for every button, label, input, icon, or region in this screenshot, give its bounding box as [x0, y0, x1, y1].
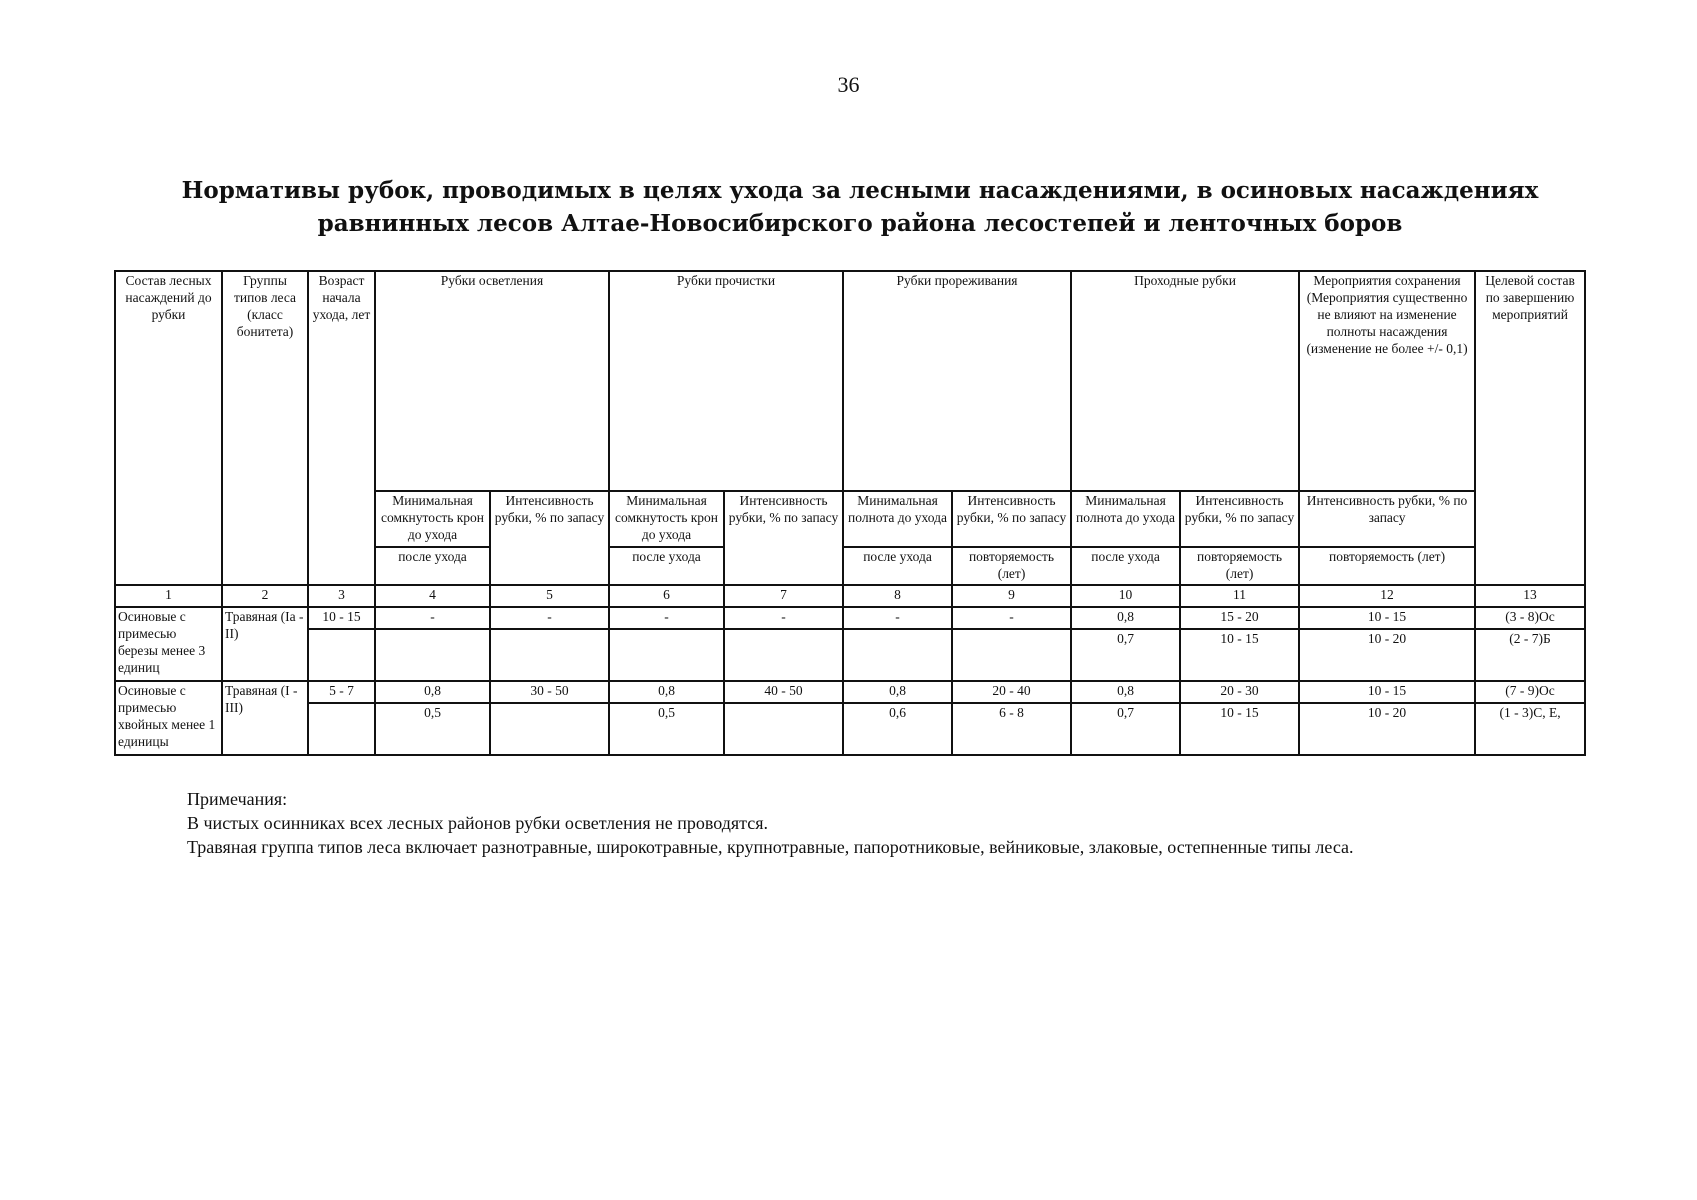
header-min-density: Минимальная полнота до ухода [1071, 491, 1180, 547]
column-number: 7 [724, 585, 843, 607]
value-cell: - [843, 607, 952, 629]
header-passing: Проходные рубки [1071, 271, 1299, 491]
value-cell: 10 - 15 [1180, 629, 1299, 681]
value-cell: 10 - 15 [1299, 681, 1475, 703]
header-start-age: Возраст начала ухода, лет [308, 271, 375, 585]
column-number: 6 [609, 585, 724, 607]
value-cell: 0,7 [1071, 629, 1180, 681]
value-cell: 10 - 20 [1299, 629, 1475, 681]
column-number: 12 [1299, 585, 1475, 607]
header-intensity: Интенсивность рубки, % по запасу [724, 491, 843, 585]
table-row [115, 607, 1585, 629]
header-intensity: Интенсивность рубки, % по запасу [952, 491, 1071, 547]
header-clearing: Рубки осветления [375, 271, 609, 491]
header-thinning: Рубки прореживания [843, 271, 1071, 491]
target-cell: (1 - 3)С, Е, [1475, 703, 1585, 755]
header-after-care: после ухода [375, 547, 490, 585]
table-row [115, 629, 1585, 681]
value-cell: 10 - 20 [1299, 703, 1475, 755]
value-cell: 10 - 15 [1180, 703, 1299, 755]
value-cell: - [490, 607, 609, 629]
value-cell: 0,7 [1071, 703, 1180, 755]
column-number: 10 [1071, 585, 1180, 607]
column-number: 4 [375, 585, 490, 607]
header-recurrence: повторяемость (лет) [1180, 547, 1299, 585]
value-cell: - [609, 607, 724, 629]
column-number: 8 [843, 585, 952, 607]
target-cell: (2 - 7)Б [1475, 629, 1585, 681]
column-number: 5 [490, 585, 609, 607]
age-cell [308, 703, 375, 755]
value-cell: 0,6 [843, 703, 952, 755]
header-composition: Состав лесных насаждений до рубки [115, 271, 222, 585]
header-row-groups [115, 271, 1585, 491]
column-number: 13 [1475, 585, 1585, 607]
value-cell: 0,5 [375, 703, 490, 755]
value-cell: 0,8 [1071, 607, 1180, 629]
column-number: 9 [952, 585, 1071, 607]
notes-block [187, 787, 1587, 859]
value-cell: 0,5 [609, 703, 724, 755]
column-numbers-row [115, 585, 1585, 607]
value-cell [375, 629, 490, 681]
header-min-density: Минимальная полнота до ухода [843, 491, 952, 547]
header-after-care: после ухода [843, 547, 952, 585]
note-line: В чистых осинниках всех лесных районов рубки осветления не проводятся. [187, 813, 769, 833]
header-cleaning: Рубки прочистки [609, 271, 843, 491]
value-cell [952, 629, 1071, 681]
value-cell: 0,8 [1071, 681, 1180, 703]
header-target: Целевой состав по завершению мероприятий [1475, 271, 1585, 585]
value-cell: - [952, 607, 1071, 629]
value-cell [490, 629, 609, 681]
header-after-care: после ухода [1071, 547, 1180, 585]
header-after-care: после ухода [609, 547, 724, 585]
title-line-1: Нормативы рубок, проводимых в целях ухода за лесными насаждениями, в осиновых насаждениях [181, 177, 1539, 204]
value-cell [609, 629, 724, 681]
header-intensity: Интенсивность рубки, % по запасу [1180, 491, 1299, 547]
table-row [115, 681, 1585, 703]
value-cell: 20 - 40 [952, 681, 1071, 703]
value-cell [843, 629, 952, 681]
value-cell: 6 - 8 [952, 703, 1071, 755]
forest-type-cell: Травяная (Ia - II) [222, 607, 308, 681]
header-intensity: Интенсивность рубки, % по запасу [490, 491, 609, 585]
column-number: 3 [308, 585, 375, 607]
value-cell: 0,8 [609, 681, 724, 703]
value-cell [724, 629, 843, 681]
value-cell: 0,8 [375, 681, 490, 703]
age-cell [308, 629, 375, 681]
header-intensity-wide: Интенсивность рубки, % по запасу [1299, 491, 1475, 547]
value-cell: - [724, 607, 843, 629]
value-cell: 40 - 50 [724, 681, 843, 703]
value-cell [490, 703, 609, 755]
title-line-2: равнинных лесов Алтае-Новосибирского района лесостепей и ленточных боров [317, 210, 1403, 237]
value-cell: - [375, 607, 490, 629]
value-cell: 15 - 20 [1180, 607, 1299, 629]
page-number: 36 [837, 72, 860, 97]
table-row [115, 703, 1585, 755]
document-title [160, 174, 1560, 240]
note-line: Травяная группа типов леса включает разнотравные, широкотравные, крупнотравные, папоротниковые, вейниковые, злаковые, остепненные типы леса. [187, 837, 1354, 857]
notes-heading: Примечания: [187, 789, 288, 809]
value-cell: 20 - 30 [1180, 681, 1299, 703]
column-number: 11 [1180, 585, 1299, 607]
composition-cell: Осиновые с примесью хвойных менее 1 единицы [115, 681, 222, 755]
age-cell: 5 - 7 [308, 681, 375, 703]
header-recurrence: повторяемость (лет) [1299, 547, 1475, 585]
column-number: 2 [222, 585, 308, 607]
value-cell: 10 - 15 [1299, 607, 1475, 629]
header-preservation: Мероприятия сохранения (Мероприятия существенно не влияют на изменение полноты насаждения (изменение не более +/- 0,1) [1299, 271, 1475, 491]
value-cell: 30 - 50 [490, 681, 609, 703]
forest-type-cell: Травяная (I - III) [222, 681, 308, 755]
header-min-closure: Минимальная сомкнутость крон до ухода [375, 491, 490, 547]
age-cell: 10 - 15 [308, 607, 375, 629]
composition-cell: Осиновые с примесью березы менее 3 единиц [115, 607, 222, 681]
norms-table [114, 270, 1586, 756]
target-cell: (7 - 9)Ос [1475, 681, 1585, 703]
header-min-closure: Минимальная сомкнутость крон до ухода [609, 491, 724, 547]
column-number: 1 [115, 585, 222, 607]
target-cell: (3 - 8)Ос [1475, 607, 1585, 629]
header-recurrence: повторяемость (лет) [952, 547, 1071, 585]
header-forest-types: Группы типов леса (класс бонитета) [222, 271, 308, 585]
value-cell [724, 703, 843, 755]
value-cell: 0,8 [843, 681, 952, 703]
